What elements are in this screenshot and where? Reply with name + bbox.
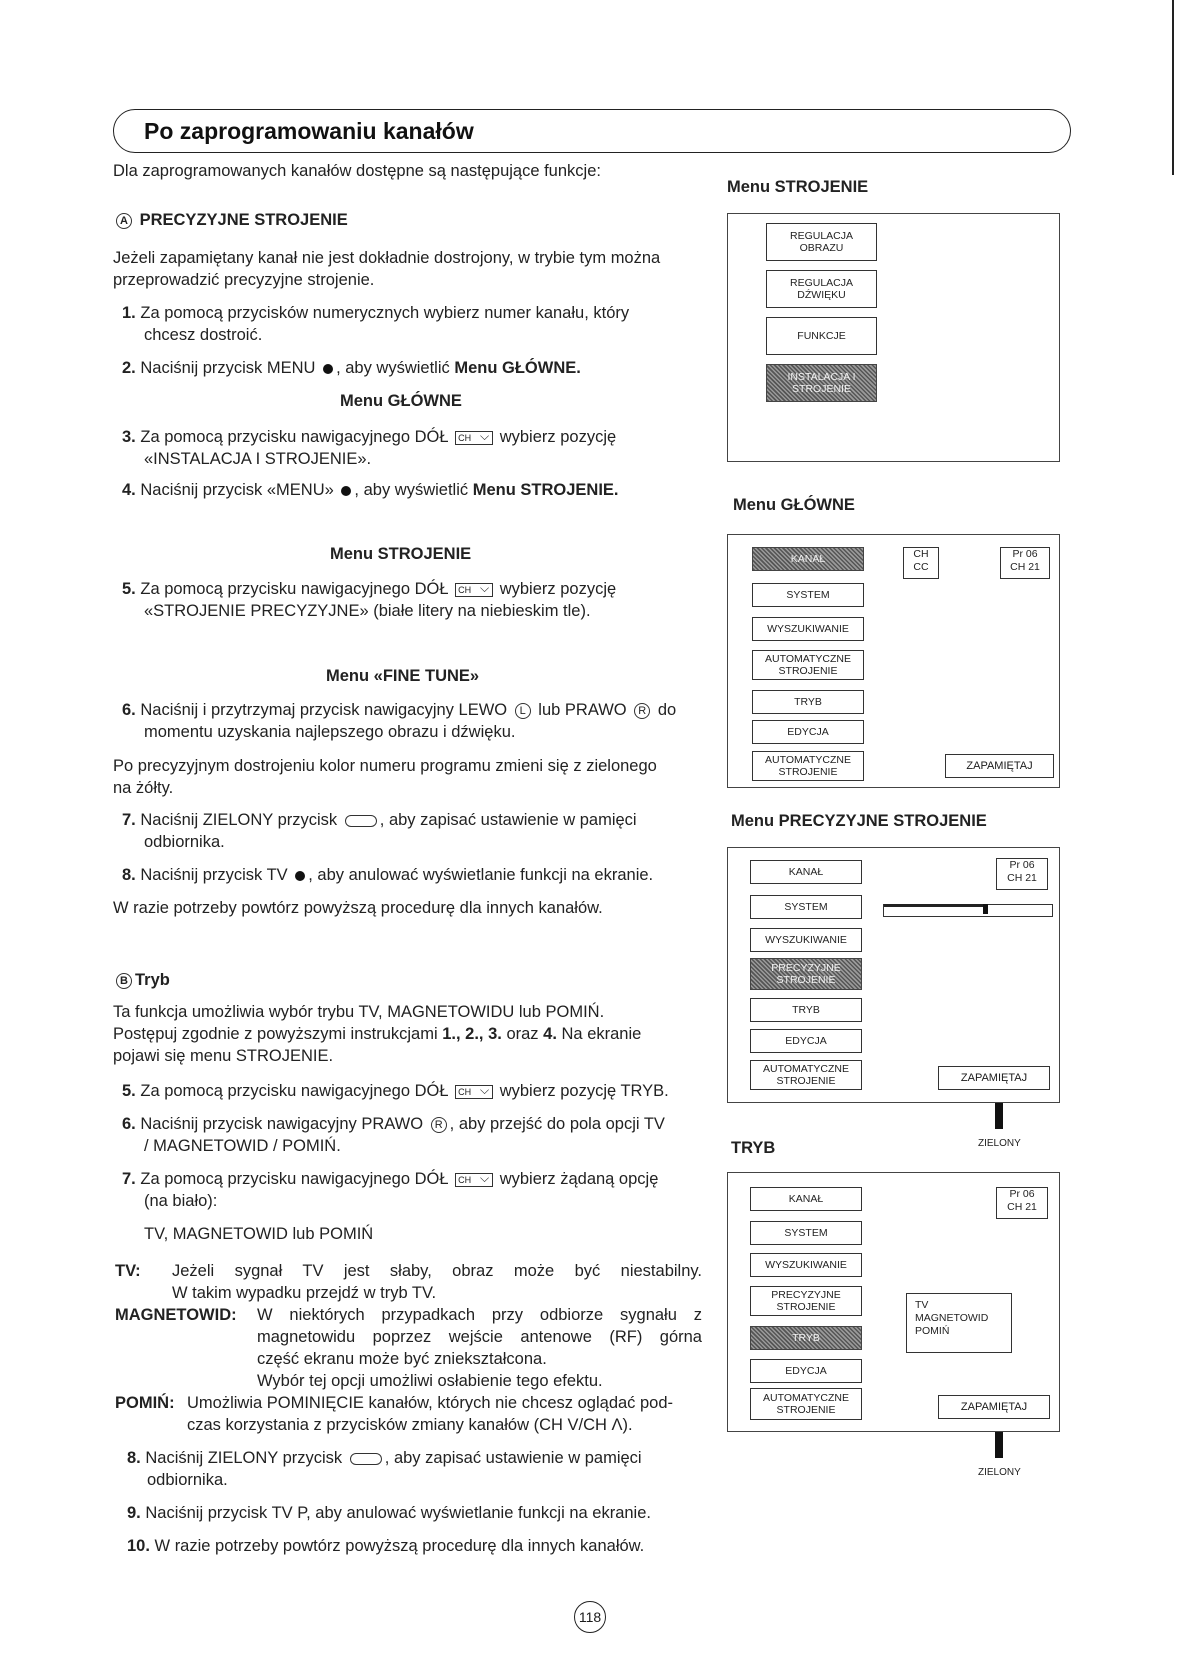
marker-a-icon: A <box>116 213 132 229</box>
menu-item-regulacja-obrazu: REGULACJA OBRAZU <box>766 223 877 261</box>
green-button-icon <box>350 1453 382 1465</box>
heading-fine-tune: Menu «FINE TUNE» <box>326 667 480 685</box>
fine-tune-slider-knob <box>983 904 988 914</box>
menu-item-tryb: TRYB <box>752 690 864 714</box>
menu-item-tryb: TRYB <box>750 1326 862 1350</box>
pomin-term: POMIŃ: <box>115 1394 175 1412</box>
step-a6: 6. Naciśnij i przytrzymaj przycisk nawigacyjny LEWO L lub PRAWO R do momentu uzyskania najlepszego obrazu i dźwięku. <box>122 701 677 741</box>
menu-item-edycja: EDYCJA <box>750 1359 862 1383</box>
mag-line4: Wybór tej opcji umożliwi osłabienie tego efektu. <box>257 1372 603 1390</box>
heading-menu-strojenie: Menu STROJENIE <box>330 545 472 563</box>
ch-cc-box: CH CC <box>903 547 939 579</box>
repeat-text-a: W razie potrzeby powtórz powyższą procedurę dla innych kanałów. <box>113 899 603 917</box>
menu-item-automatyczne-strojenie: AUTOMATYCZNE STROJENIE <box>750 1060 862 1090</box>
ch-down-key-icon: CH ⌵ <box>455 583 493 597</box>
menu-item-kanal: KANAŁ <box>750 860 862 884</box>
diagram-tryb-title: TRYB <box>731 1139 776 1157</box>
menu-dot-icon <box>323 364 333 374</box>
mag-line3: część ekranu może być zniekształcona. <box>257 1350 547 1368</box>
page-title: Po zaprogramowaniu kanałów <box>144 118 474 144</box>
program-box: Pr 06 CH 21 <box>996 1187 1048 1219</box>
intro-text: Dla zaprogramowanych kanałów dostępne są następujące funkcje: <box>113 162 601 180</box>
tv-dot-icon <box>295 871 305 881</box>
pom-line1: Umożliwia POMINIĘCIE kanałów, których nie chcesz oglądać pod- <box>187 1394 674 1412</box>
step-a3: 3. Za pomocą przycisku nawigacyjnego DÓŁ CH ⌵ wybierz pozycję «INSTALACJA I STROJENIE». <box>122 426 616 470</box>
step-b9: 9. Naciśnij przycisk TV P, aby anulować wyświetlanie funkcji na ekranie. <box>127 1504 651 1522</box>
right-key-icon: R <box>634 703 650 719</box>
menu-item-edycja: EDYCJA <box>752 720 864 744</box>
fine-tune-slider <box>883 904 1053 917</box>
step-a8: 8. Naciśnij przycisk TV , aby anulować wyświetlanie funkcji na ekranie. <box>122 866 654 884</box>
program-box: Pr 06 CH 21 <box>996 858 1048 890</box>
menu-item-system: SYSTEM <box>752 583 864 607</box>
tv-line1: Jeżeli sygnał TV jest słaby, obraz może być niestabilny. <box>172 1262 702 1280</box>
tryb-options-box: TV MAGNETOWID POMIŃ <box>906 1293 1012 1353</box>
fine-tune-slider-fill <box>884 904 985 907</box>
diagram-tryb-panel <box>727 1172 1060 1432</box>
menu-item-funkcje: FUNKCJE <box>766 317 877 355</box>
menu-item-wyszukiwanie: WYSZUKIWANIE <box>752 617 864 641</box>
tv-line2: W takim wypadku przejdź w tryb TV. <box>172 1284 437 1302</box>
after-step6-text: Po precyzyjnym dostrojeniu kolor numeru programu zmieni się z zielonego na żółty. <box>113 757 657 797</box>
menu-item-regulacja-dzwieku: REGULACJA DŹWIĘKU <box>766 270 877 308</box>
section-a-heading: A PRECYZYJNE STROJENIE <box>113 209 348 231</box>
step-a2: 2. Naciśnij przycisk MENU , aby wyświetlić Menu GŁÓWNE. <box>122 359 581 377</box>
section-b-desc: Ta funkcja umożliwia wybór trybu TV, MAGNETOWIDU lub POMIŃ. Postępuj zgodnie z powyższymi instrukcjami 1., 2., 3. oraz 4. Na ekranie pojawi się menu STROJENIE. <box>113 1003 642 1065</box>
menu-item-instalacja-strojenie: INSTALACJA I STROJENIE <box>766 364 877 402</box>
mag-line2: magnetowidu poprzez wejście antenowe (RF) górna <box>257 1328 702 1346</box>
menu-item-edycja: EDYCJA <box>750 1029 862 1053</box>
menu-item-precyzyjne-strojenie: PRECYZYJNE STROJENIE <box>750 958 862 990</box>
left-key-icon: L <box>515 703 531 719</box>
page-edge-rule <box>1172 0 1174 175</box>
menu-item-kanal: KANAŁ <box>750 1187 862 1211</box>
step-b5: 5. Za pomocą przycisku nawigacyjnego DÓŁ CH ⌵ wybierz pozycję TRYB. <box>122 1080 669 1102</box>
menu-item-automatyczne-strojenie-2: AUTOMATYCZNE STROJENIE <box>752 751 864 781</box>
magnetowid-term: MAGNETOWID: <box>115 1306 237 1324</box>
menu-item-automatyczne-strojenie: AUTOMATYCZNE STROJENIE <box>752 650 864 680</box>
menu-item-wyszukiwanie: WYSZUKIWANIE <box>750 1253 862 1277</box>
pom-line2: czas korzystania z przycisków zmiany kanałów (CH V/CH Λ). <box>187 1416 633 1434</box>
zapamietaj-button: ZAPAMIĘTAJ <box>938 1066 1050 1090</box>
step-b10: 10. W razie potrzeby powtórz powyższą procedurę dla innych kanałów. <box>127 1537 645 1555</box>
green-label: ZIELONY <box>978 1467 1021 1478</box>
mag-line1: W niektórych przypadkach przy odbiorze sygnału z <box>257 1306 702 1324</box>
diagram-strojenie-title: Menu STROJENIE <box>727 178 869 196</box>
step-b6: 6. Naciśnij przycisk nawigacyjny PRAWO R , aby przejść do pola opcji TV / MAGNETOWID / POMIŃ. <box>122 1115 665 1155</box>
step-b7: 7. Za pomocą przycisku nawigacyjnego DÓŁ CH ⌵ wybierz żądaną opcję (na biało): TV, MAGNETOWID lub POMIŃ <box>122 1168 658 1245</box>
diagram-glowne-title: Menu GŁÓWNE <box>733 496 855 514</box>
step-a5: 5. Za pomocą przycisku nawigacyjnego DÓŁ CH ⌵ wybierz pozycję «STROJENIE PRECYZYJNE» (białe litery na niebieskim tle). <box>122 578 616 622</box>
green-arrow-icon <box>995 1103 1003 1129</box>
menu-item-automatyczne-strojenie: AUTOMATYCZNE STROJENIE <box>750 1388 862 1420</box>
marker-b-icon: B <box>116 973 132 989</box>
menu-item-wyszukiwanie: WYSZUKIWANIE <box>750 928 862 952</box>
step-b8: 8. Naciśnij ZIELONY przycisk , aby zapisać ustawienie w pamięci odbiornika. <box>127 1449 642 1489</box>
section-title-box <box>113 109 1071 153</box>
menu-item-kanal: KANAŁ <box>752 547 864 571</box>
menu-item-precyzyjne-strojenie: PRECYZYJNE STROJENIE <box>750 1286 862 1316</box>
heading-menu-glowne: Menu GŁÓWNE <box>340 392 462 410</box>
step-a1: 1. Za pomocą przycisków numerycznych wybierz numer kanału, który chcesz dostroić. <box>122 304 630 344</box>
green-label: ZIELONY <box>978 1138 1021 1149</box>
diagram-precyzyjne-panel <box>727 847 1060 1103</box>
menu-item-system: SYSTEM <box>750 1221 862 1245</box>
tv-term: TV: <box>115 1262 141 1280</box>
page-number: 118 <box>574 1601 606 1633</box>
green-arrow-icon <box>995 1432 1003 1458</box>
ch-down-key-icon: CH ⌵ <box>455 431 493 445</box>
menu-item-tryb: TRYB <box>750 998 862 1022</box>
section-b-heading: B Tryb <box>113 969 170 991</box>
program-box: Pr 06 CH 21 <box>1000 547 1050 579</box>
diagram-glowne-panel <box>727 534 1060 788</box>
step-a7: 7. Naciśnij ZIELONY przycisk , aby zapisać ustawienie w pamięci odbiornika. <box>122 811 637 851</box>
menu-item-system: SYSTEM <box>750 895 862 919</box>
diagram-precyzyjne-title: Menu PRECYZYJNE STROJENIE <box>731 812 987 830</box>
right-key-icon: R <box>431 1117 447 1133</box>
zapamietaj-button: ZAPAMIĘTAJ <box>938 1395 1050 1419</box>
ch-down-key-icon: CH ⌵ <box>455 1085 493 1099</box>
ch-down-key-icon: CH ⌵ <box>455 1173 493 1187</box>
section-a-desc: Jeżeli zapamiętany kanał nie jest dokładnie dostrojony, w trybie tym można przeprowadzić precyzyjne strojenie. <box>113 249 661 289</box>
zapamietaj-button: ZAPAMIĘTAJ <box>945 754 1054 778</box>
menu-dot-icon <box>341 486 351 496</box>
diagram-strojenie-panel <box>727 213 1060 462</box>
green-button-icon <box>345 815 377 827</box>
step-a4: 4. Naciśnij przycisk «MENU» , aby wyświetlić Menu STROJENIE. <box>122 481 619 499</box>
